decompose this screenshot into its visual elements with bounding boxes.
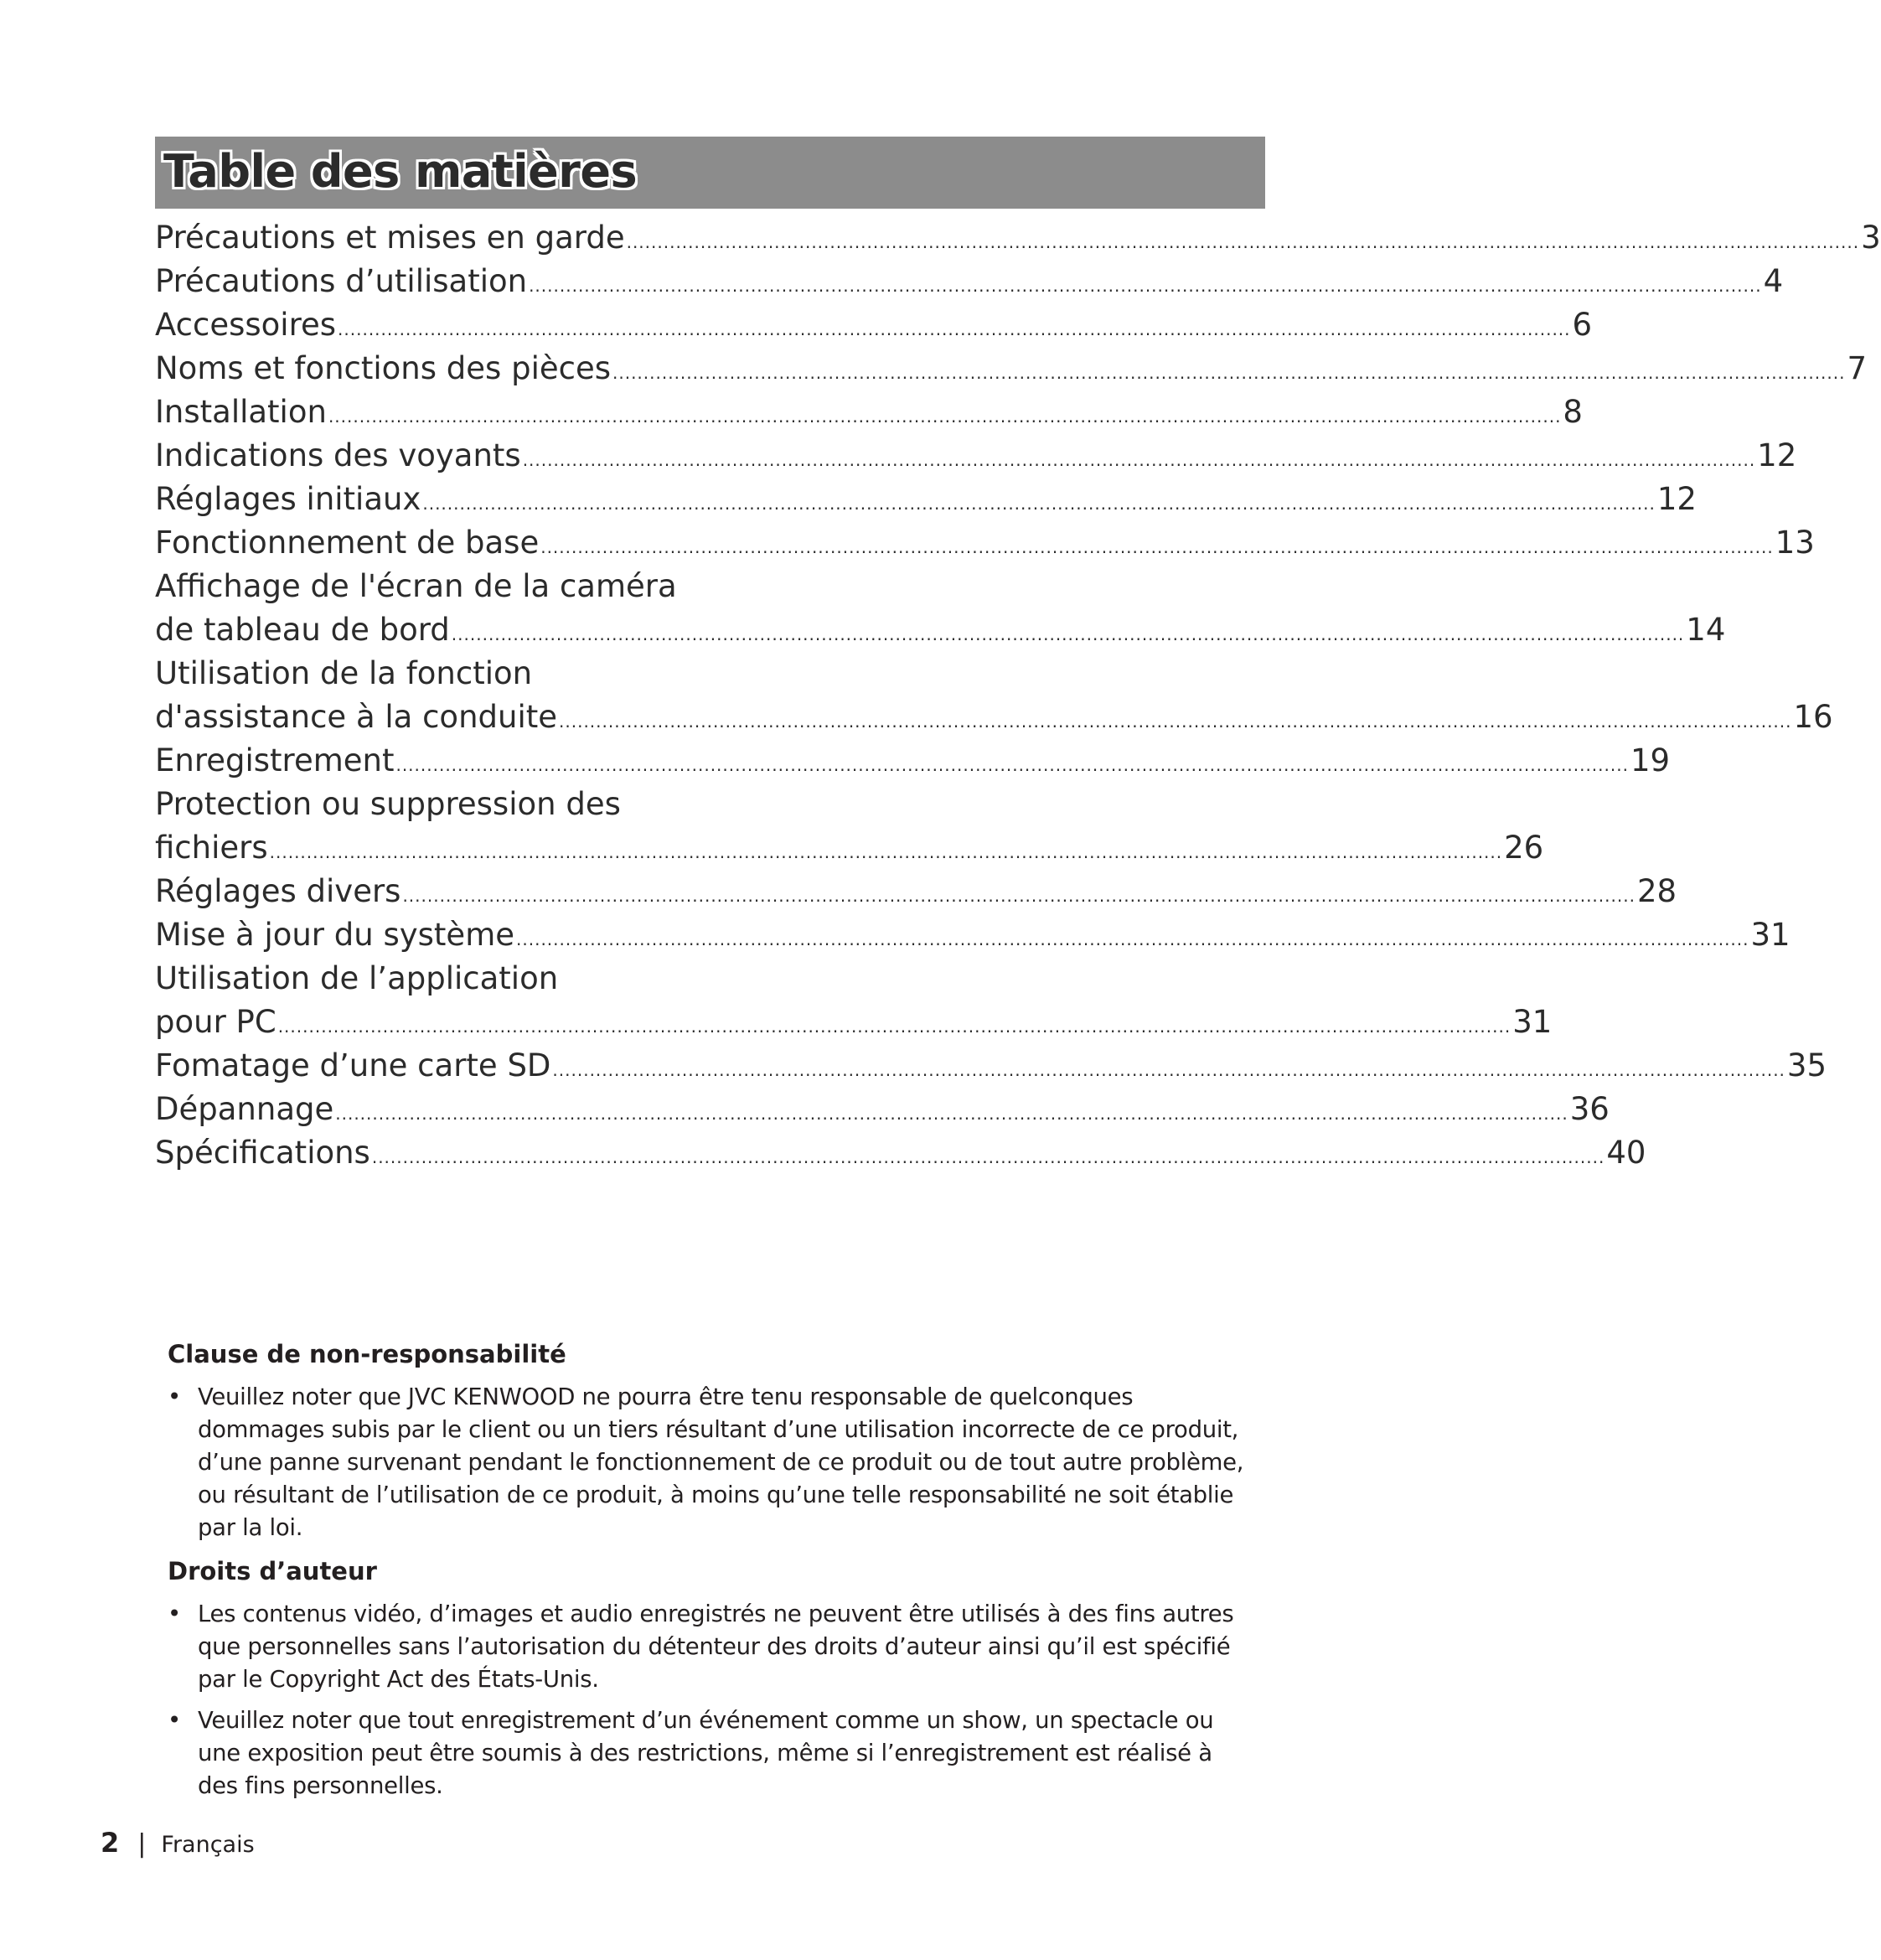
- disclaimer-text: Veuillez noter que JVC KENWOOD ne pourra être tenu responsable de quelconques dommages subis par le client ou un tiers résultant d’une utilisation incorrecte de ce produit, d’une panne survenant pendant le fonctionnement de ce produit ou de tout autre problème, ou résultant de l’utilisation de ce produit, à moins qu’une telle responsabilité ne soit établie par la loi.: [198, 1383, 1244, 1541]
- toc-dot-leader: ........................................................................................................................................................................................................: [626, 232, 1860, 252]
- toc-entry-line: [155, 1131, 1646, 1175]
- footer-separator: |: [137, 1829, 147, 1859]
- toc-entry-line: [155, 347, 1868, 390]
- toc-entry-label: Installation: [155, 394, 327, 430]
- toc-entry-page: 12: [1656, 481, 1697, 517]
- toc-entry-line: [155, 521, 1815, 565]
- disclaimer-list: [168, 1381, 1257, 1544]
- toc-entry-page: 35: [1786, 1047, 1827, 1083]
- toc-entry-line: [155, 826, 1544, 870]
- toc-entry-label: Protection ou suppression des: [155, 786, 621, 822]
- toc-entry[interactable]: [155, 739, 1671, 783]
- toc-entry-line: [155, 870, 1677, 913]
- toc-entry-line: [155, 260, 1784, 303]
- toc-entry-line: [155, 390, 1583, 434]
- toc-dot-leader: ........................................................................................................................................................................................................: [559, 711, 1792, 732]
- toc-entry-page: 28: [1636, 873, 1677, 909]
- toc-entry-page: 7: [1847, 350, 1868, 386]
- table-of-contents: [155, 216, 1881, 1175]
- toc-entry-line: [155, 216, 1881, 260]
- toc-entry-label: Enregistrement: [155, 742, 395, 778]
- toc-entry[interactable]: [155, 390, 1583, 434]
- disclaimer-item: [168, 1381, 1257, 1544]
- toc-entry[interactable]: [155, 478, 1697, 521]
- toc-entry-page: 19: [1630, 742, 1671, 778]
- bullet-icon: •: [168, 1707, 181, 1734]
- toc-dot-leader: ........................................................................................................................................................................................................: [612, 363, 1846, 383]
- toc-entry-line: [155, 783, 685, 826]
- toc-entry-page: 36: [1569, 1091, 1610, 1127]
- toc-entry-label: Affichage de l'écran de la caméra: [155, 568, 677, 604]
- toc-dot-leader: ........................................................................................................................................................................................................: [395, 755, 1629, 775]
- toc-dot-leader: ........................................................................................................................................................................................................: [335, 1104, 1568, 1124]
- toc-entry[interactable]: [155, 565, 1726, 652]
- toc-dot-leader: ........................................................................................................................................................................................................: [516, 929, 1749, 949]
- page-number: 2: [101, 1827, 120, 1859]
- bullet-icon: •: [168, 1601, 181, 1627]
- toc-entry-line: [155, 957, 685, 1001]
- toc-entry-page: 3: [1861, 220, 1881, 256]
- notes-section: [168, 1337, 1257, 1813]
- toc-entry-page: 31: [1512, 1004, 1553, 1040]
- toc-dot-leader: ........................................................................................................................................................................................................: [269, 842, 1503, 862]
- toc-entry-line: [155, 303, 1593, 347]
- toc-entry-line: [155, 652, 685, 696]
- toc-entry-label: Noms et fonctions des pièces: [155, 350, 611, 386]
- toc-entry-label: d'assistance à la conduite: [155, 699, 558, 735]
- toc-entry-label: Accessoires: [155, 307, 337, 343]
- toc-entry-label: Dépannage: [155, 1091, 334, 1127]
- toc-dot-leader: ........................................................................................................................................................................................................: [371, 1147, 1605, 1167]
- toc-entry-page: 13: [1775, 525, 1815, 561]
- toc-entry-page: 6: [1572, 307, 1593, 343]
- toc-entry[interactable]: [155, 303, 1593, 347]
- toc-entry-line: [155, 913, 1791, 957]
- toc-dot-leader: ........................................................................................................................................................................................................: [552, 1060, 1785, 1080]
- toc-entry-line: [155, 696, 1833, 739]
- toc-entry-line: [155, 478, 1697, 521]
- toc-entry-label: Fomatage d’une carte SD: [155, 1047, 551, 1083]
- copyright-item: [168, 1704, 1257, 1802]
- toc-entry-page: 14: [1686, 612, 1726, 648]
- toc-entry-line: [155, 608, 1726, 652]
- toc-entry[interactable]: [155, 434, 1797, 478]
- toc-entry[interactable]: [155, 260, 1784, 303]
- copyright-text: Les contenus vidéo, d’images et audio enregistrés ne peuvent être utilisés à des fins autres que personnelles sans l’autorisation du détenteur des droits d’auteur ainsi qu’il est spécifié par le Copyright Act des États-Unis.: [198, 1601, 1234, 1693]
- toc-entry-label: Utilisation de la fonction: [155, 655, 533, 691]
- page-footer: [101, 1827, 255, 1859]
- toc-entry-label: Indications des voyants: [155, 437, 521, 473]
- toc-entry-page: 16: [1793, 699, 1833, 735]
- toc-dot-leader: ........................................................................................................................................................................................................: [402, 886, 1636, 906]
- toc-dot-leader: ........................................................................................................................................................................................................: [522, 450, 1756, 470]
- toc-entry-page: 8: [1563, 394, 1583, 430]
- toc-entry[interactable]: [155, 913, 1791, 957]
- page-title: Table des matières: [163, 145, 638, 198]
- toc-entry[interactable]: [155, 1131, 1646, 1175]
- toc-entry-line: [155, 1044, 1827, 1088]
- toc-dot-leader: ........................................................................................................................................................................................................: [529, 276, 1762, 296]
- toc-entry-line: [155, 1001, 1553, 1044]
- toc-entry-label: Réglages initiaux: [155, 481, 421, 517]
- bullet-icon: •: [168, 1383, 181, 1410]
- toc-entry-page: 31: [1750, 917, 1791, 953]
- toc-dot-leader: ........................................................................................................................................................................................................: [422, 494, 1656, 514]
- language-label: Français: [161, 1832, 255, 1858]
- toc-entry-page: 12: [1757, 437, 1797, 473]
- toc-entry[interactable]: [155, 957, 1553, 1044]
- toc-entry-label: de tableau de bord: [155, 612, 450, 648]
- toc-entry-label: pour PC: [155, 1004, 276, 1040]
- toc-entry-line: [155, 434, 1797, 478]
- toc-entry-label: Fonctionnement de base: [155, 525, 540, 561]
- toc-entry-line: [155, 565, 685, 608]
- toc-entry-page: 4: [1763, 263, 1784, 299]
- copyright-item: [168, 1598, 1257, 1696]
- toc-entry[interactable]: [155, 1044, 1827, 1088]
- toc-entry-label: Précautions d’utilisation: [155, 263, 528, 299]
- toc-entry[interactable]: [155, 783, 1544, 870]
- copyright-list: [168, 1598, 1257, 1802]
- toc-dot-leader: ........................................................................................................................................................................................................: [328, 406, 1562, 427]
- toc-entry-label: Réglages divers: [155, 873, 401, 909]
- title-bar: [155, 137, 1265, 209]
- toc-entry-line: [155, 1088, 1610, 1131]
- disclaimer-heading: Clause de non-responsabilité: [168, 1340, 566, 1368]
- toc-entry[interactable]: [155, 1088, 1610, 1131]
- toc-entry-label: Utilisation de l’application: [155, 960, 559, 996]
- toc-dot-leader: ........................................................................................................................................................................................................: [451, 624, 1685, 644]
- copyright-heading: Droits d’auteur: [168, 1557, 377, 1585]
- toc-dot-leader: ........................................................................................................................................................................................................: [338, 319, 1571, 339]
- toc-entry[interactable]: [155, 521, 1815, 565]
- toc-entry-page: 40: [1606, 1135, 1646, 1171]
- toc-entry-label: fichiers: [155, 830, 268, 866]
- toc-entry[interactable]: [155, 347, 1868, 390]
- toc-entry-label: Spécifications: [155, 1135, 370, 1171]
- toc-entry-line: [155, 739, 1671, 783]
- toc-entry[interactable]: [155, 216, 1881, 260]
- toc-entry[interactable]: [155, 870, 1677, 913]
- toc-entry-label: Mise à jour du système: [155, 917, 515, 953]
- toc-dot-leader: ........................................................................................................................................................................................................: [277, 1016, 1512, 1037]
- toc-entry-label: Précautions et mises en garde: [155, 220, 625, 256]
- toc-dot-leader: ........................................................................................................................................................................................................: [540, 537, 1774, 557]
- toc-entry-page: 26: [1504, 830, 1544, 866]
- copyright-text: Veuillez noter que tout enregistrement d’un événement comme un show, un spectacle ou une exposition peut être soumis à des restrictions, même si l’enregistrement est réalisé à des fins personnelles.: [198, 1707, 1214, 1799]
- toc-entry[interactable]: [155, 652, 1833, 739]
